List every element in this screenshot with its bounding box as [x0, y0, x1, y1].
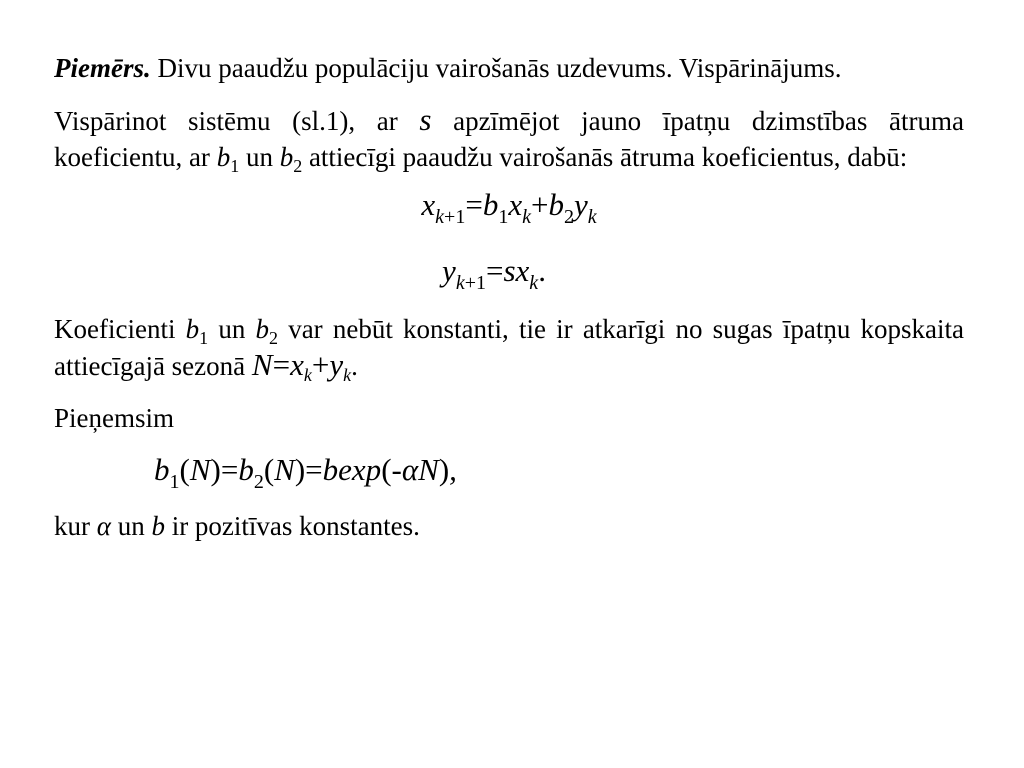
symbol-b2: b — [279, 142, 294, 172]
example-label: Piemērs. — [54, 53, 151, 83]
generalization-paragraph: Vispārinot sistēmu (sl.1), ar s apzīmējot jauno īpatņu dzimstības ātruma koeficientu, ar $b_1$ un $b_2$ attiecīgi paaudžu vairošanās ātruma koeficientus, dabū: — [54, 102, 964, 176]
symbol-N: N — [251, 347, 273, 382]
symbol-b: b — [151, 511, 165, 541]
constants-paragraph: kur α un b ir pozitīvas konstantes. — [54, 511, 420, 541]
equation-x-recurrence: $x_{k+1}=b_1x_k+b_2y_k$ — [421, 187, 597, 228]
symbol-alpha: α — [96, 511, 111, 541]
symbol-b2: b — [255, 314, 270, 344]
example-heading-text: Divu paaudžu populāciju vairošanās uzdevums. Vispārinājums. — [150, 53, 842, 83]
symbol-b1: b — [185, 314, 200, 344]
symbol-alpha: α — [401, 452, 419, 487]
slide-content — [54, 50, 964, 544]
equation-coefficient-definition: $b_1(N)=b_2(N)=bexp(-\alpha N)$, — [154, 452, 457, 493]
symbol-s: s — [419, 102, 432, 137]
coefficients-paragraph: Koeficienti $b_1$ un $b_2$ var nebūt konstanti, tie ir atkarīgi no sugas īpatņu kopskaita attiecīgajā sezonā $N=x_k+y_k$. — [54, 314, 964, 385]
assume-paragraph: Pieņemsim — [54, 403, 174, 433]
example-heading-paragraph — [54, 50, 964, 86]
equation-y-recurrence: $y_{k+1}=sx_k$. — [442, 253, 546, 294]
symbol-b1: b — [216, 142, 231, 172]
